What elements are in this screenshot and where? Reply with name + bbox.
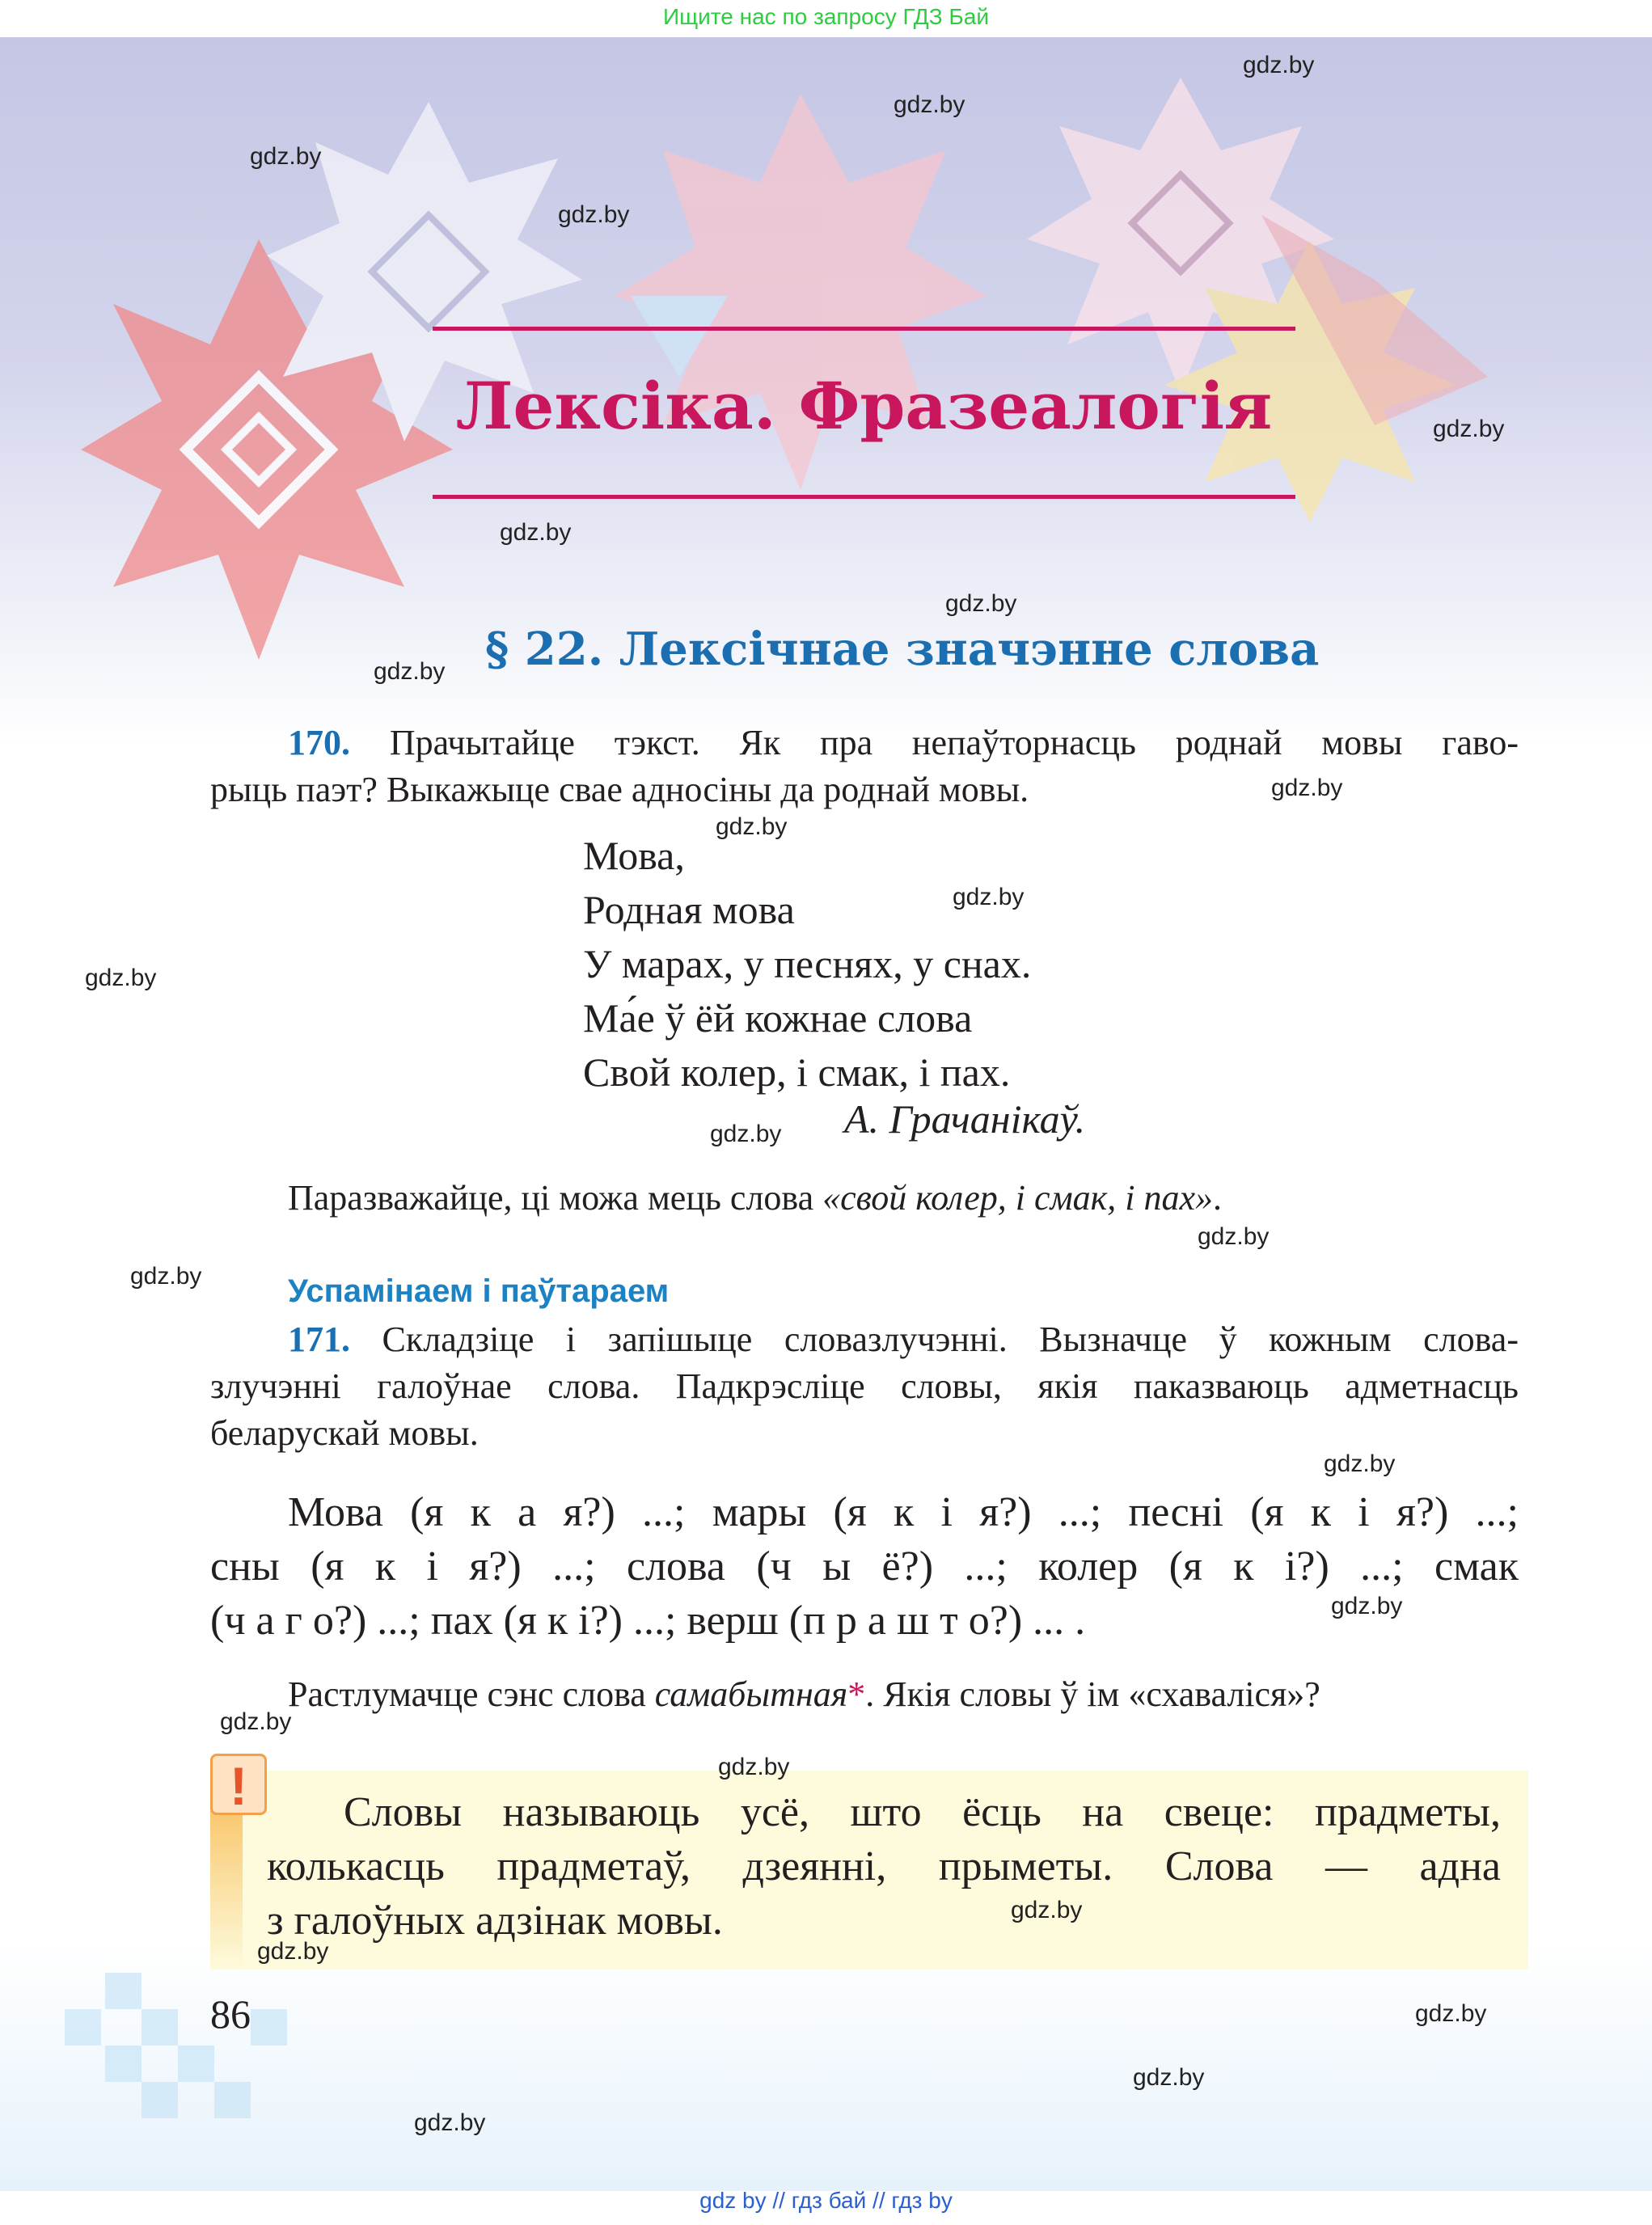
watermark: gdz.by <box>710 1121 782 1147</box>
watermark: gdz.by <box>220 1708 292 1735</box>
rule-text <box>267 1785 1501 1948</box>
rule-box-strip <box>210 1811 243 1970</box>
rule-line: Словы называюць усё, што ёсць на свеце: прадметы, <box>344 1789 1501 1835</box>
watermark: gdz.by <box>1415 2000 1487 2027</box>
poem-line: У марах, у песнях, у снах. <box>583 941 1032 986</box>
chapter-title: Лексіка. Фразеалогія <box>455 368 1273 444</box>
watermark: gdz.by <box>716 813 788 840</box>
watermark: gdz.by <box>1324 1450 1396 1477</box>
text-line: рыць паэт? Выкажыце свае адносіны да роднай мовы. <box>210 770 1029 809</box>
watermark: gdz.by <box>374 658 446 685</box>
top-banner[interactable]: Ищите нас по запросу ГДЗ Бай <box>662 4 990 29</box>
subheading: Успамінаем і паўтараем <box>288 1273 670 1309</box>
footer-links[interactable]: gdz by // гдз бай // гдз by <box>699 2188 953 2213</box>
poem-line: Свой колер, і смак, і пах. <box>583 1049 1011 1095</box>
watermark: gdz.by <box>718 1754 790 1780</box>
watermark: gdz.by <box>250 143 322 170</box>
text-line: беларускай мовы. <box>210 1413 479 1453</box>
rule-line: з галоўных адзінак мовы. <box>267 1898 723 1944</box>
section-title: § 22. Лексічнае значэнне слова <box>485 623 1320 676</box>
watermark: gdz.by <box>85 965 157 991</box>
task-line: (ч а г о?) ...; пах (я к і?) ...; верш (п р а ш т о?) ... . <box>210 1598 1086 1644</box>
rule-line: колькасць прадметаў, дзеянні, прыметы. Слова — адна <box>267 1843 1501 1889</box>
watermark: gdz.by <box>1271 775 1343 801</box>
exercise-171-task <box>210 1485 1519 1648</box>
watermark: gdz.by <box>1331 1593 1403 1619</box>
page-number: 86 <box>210 1991 251 2037</box>
poem-line: Ма́е ў ёй кожнае слова <box>583 995 973 1041</box>
watermark: gdz.by <box>1243 52 1315 78</box>
title-rule-bottom <box>433 495 1295 499</box>
explain-question: Растлумачце сэнс слова самабытная*. Якія словы ў ім «схаваліся»? <box>288 1674 1320 1714</box>
title-rule-top <box>433 327 1295 331</box>
glossary-asterisk: * <box>847 1674 866 1714</box>
watermark: gdz.by <box>558 201 630 228</box>
task-line: Мова (я к а я?) ...; мары (я к і я?) ...; песні (я к і я?) ...; <box>288 1489 1519 1535</box>
watermark: gdz.by <box>894 91 965 118</box>
watermark: gdz.by <box>953 884 1025 910</box>
watermark: gdz.by <box>257 1938 329 1965</box>
reflect-question: Паразважайце, ці можа мець слова «свой колер, і смак, і пах». <box>288 1178 1222 1218</box>
exercise-number: 170. <box>288 723 350 762</box>
text-line: 170. Прачытайце тэкст. Як пра непаўторнасць роднай мовы гаво- <box>288 723 1519 762</box>
watermark: gdz.by <box>1433 416 1505 442</box>
watermark: gdz.by <box>1198 1223 1270 1250</box>
text-line: злучэнні галоўнае слова. Падкрэсліце словы, якія паказваюць адметнасць <box>210 1366 1519 1406</box>
watermark: gdz.by <box>1011 1897 1083 1923</box>
watermark: gdz.by <box>130 1263 202 1290</box>
poem-author: А. Грачанікаў. <box>844 1096 1086 1142</box>
exercise-171-text <box>210 1316 1519 1457</box>
poem-line: Родная мова <box>583 887 795 932</box>
task-line: сны (я к і я?) ...; слова (ч ы ё?) ...; колер (я к і?) ...; смак <box>210 1543 1519 1590</box>
poem <box>583 829 1031 1100</box>
watermark: gdz.by <box>414 2109 486 2136</box>
watermark: gdz.by <box>1133 2064 1205 2091</box>
text-line: 171. Складзіце і запішыце словазлучэнні. Вызначце ў кожным слова- <box>288 1319 1519 1359</box>
poem-line: Мова, <box>583 833 685 878</box>
exclamation-icon: ! <box>210 1754 267 1815</box>
watermark: gdz.by <box>500 519 572 546</box>
exercise-number: 171. <box>288 1319 350 1359</box>
watermark: gdz.by <box>945 590 1017 617</box>
